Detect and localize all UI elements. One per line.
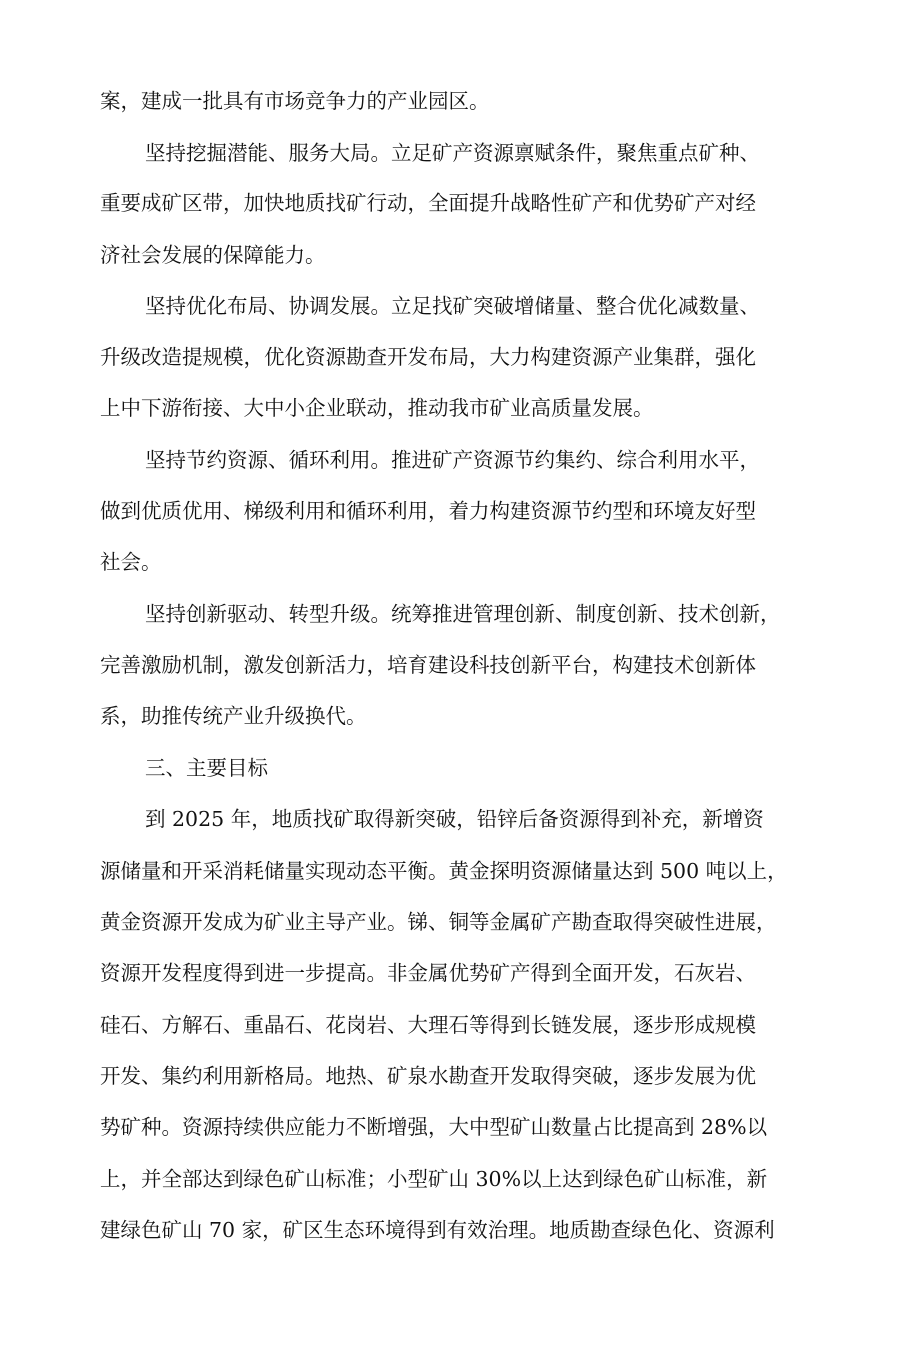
text-line: 势矿种。资源持续供应能力不断增强，大中型矿山数量占比提高到 28%以 bbox=[100, 1115, 768, 1139]
paragraph-first-line: 坚持创新驱动、转型升级。统筹推进管理创新、制度创新、技术创新， bbox=[145, 602, 781, 626]
paragraph-first-line: 到 2025 年，地质找矿取得新突破，铅锌后备资源得到补充，新增资 bbox=[145, 807, 764, 831]
text-line: 资源开发程度得到进一步提高。非金属优势矿产得到全面开发，石灰岩、 bbox=[100, 961, 756, 985]
text-line: 建绿色矿山 70 家，矿区生态环境得到有效治理。地质勘查绿色化、资源利 bbox=[100, 1218, 775, 1242]
section-heading: 三、主要目标 bbox=[145, 756, 268, 780]
text-line: 上，并全部达到绿色矿山标准；小型矿山 30%以上达到绿色矿山标准，新 bbox=[100, 1167, 768, 1191]
text-line: 重要成矿区带，加快地质找矿行动，全面提升战略性矿产和优势矿产对经 bbox=[100, 191, 756, 215]
text-line: 升级改造提规模，优化资源勘查开发布局，大力构建资源产业集群，强化 bbox=[100, 345, 756, 369]
paragraph-first-line: 坚持节约资源、循环利用。推进矿产资源节约集约、综合利用水平， bbox=[145, 448, 760, 472]
text-line: 系，助推传统产业升级换代。 bbox=[100, 704, 367, 728]
text-line: 上中下游衔接、大中小企业联动，推动我市矿业高质量发展。 bbox=[100, 396, 654, 420]
paragraph-first-line: 坚持挖掘潜能、服务大局。立足矿产资源禀赋条件，聚焦重点矿种、 bbox=[145, 141, 760, 165]
text-line: 开发、集约利用新格局。地热、矿泉水勘查开发取得突破，逐步发展为优 bbox=[100, 1064, 756, 1088]
text-line: 硅石、方解石、重晶石、花岗岩、大理石等得到长链发展，逐步形成规模 bbox=[100, 1013, 756, 1037]
text-line: 社会。 bbox=[100, 550, 162, 574]
text-line: 济社会发展的保障能力。 bbox=[100, 243, 326, 267]
text-line: 完善激励机制，激发创新活力，培育建设科技创新平台，构建技术创新体 bbox=[100, 653, 756, 677]
text-line: 做到优质优用、梯级利用和循环利用，着力构建资源节约型和环境友好型 bbox=[100, 499, 756, 523]
text-line: 黄金资源开发成为矿业主导产业。锑、铜等金属矿产勘查取得突破性进展， bbox=[100, 910, 777, 934]
text-line: 案，建成一批具有市场竞争力的产业园区。 bbox=[100, 89, 490, 113]
paragraph-first-line: 坚持优化布局、协调发展。立足找矿突破增储量、整合优化减数量、 bbox=[145, 294, 760, 318]
text-line: 源储量和开采消耗储量实现动态平衡。黄金探明资源储量达到 500 吨以上， bbox=[100, 859, 788, 883]
